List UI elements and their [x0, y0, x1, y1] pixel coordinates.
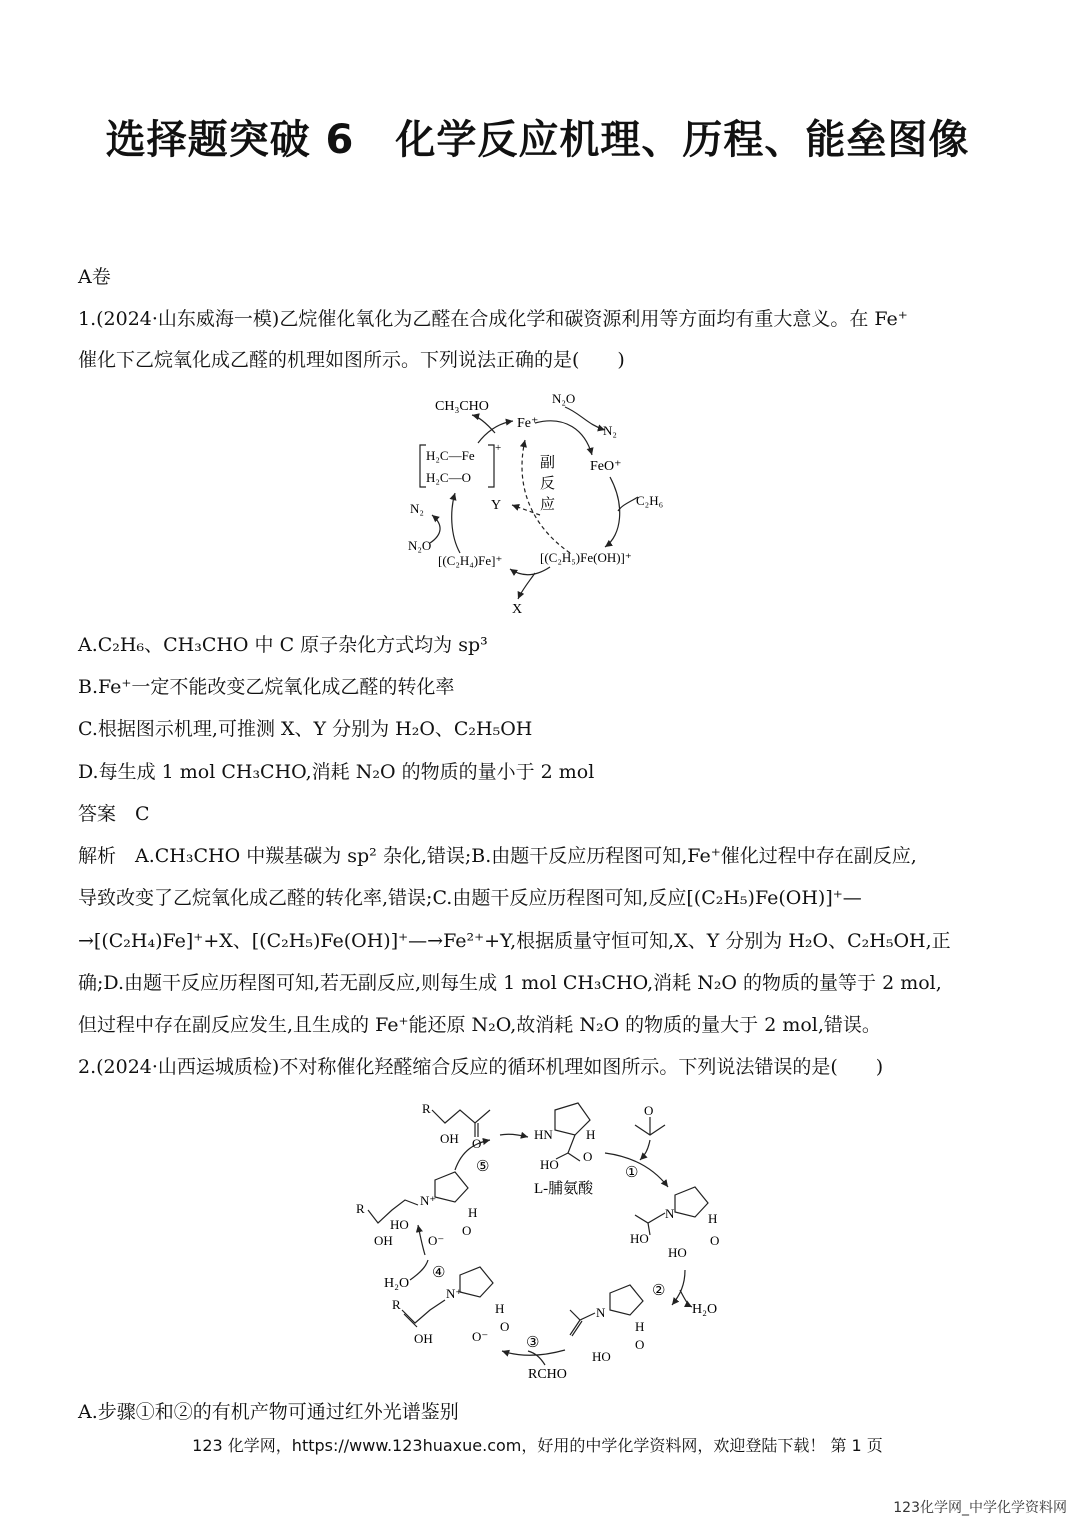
q1-option-d: D.每生成 1 mol CH₃CHO,消耗 N₂O 的物质的量小于 2 mol: [78, 761, 595, 783]
proline-o: O: [583, 1149, 593, 1164]
proline-ho: HO: [540, 1157, 559, 1172]
arrow-step4: [418, 1225, 425, 1255]
q1-option-c: C.根据图示机理,可推测 X、Y 分别为 H₂O、C₂H₅OH: [78, 718, 533, 740]
arrow-fe-to-feo: [535, 421, 592, 455]
step3-label: ③: [526, 1335, 540, 1351]
arrow-x-out: [518, 573, 535, 599]
complex-line1: H₂C—Fe: [426, 448, 475, 463]
arrow-h2o-out-right: [680, 1290, 692, 1307]
step2-h: H: [635, 1319, 645, 1334]
acetone: [635, 1117, 665, 1135]
arrow-c2h4fe-to-complex: [452, 493, 460, 553]
arrow-n2o-n2-left: [430, 515, 440, 543]
step3-n-plus: N⁺: [446, 1286, 463, 1301]
fe-plus-label: Fe⁺: [517, 416, 539, 431]
side-reaction-char3: 应: [540, 497, 556, 513]
step2-o: O: [635, 1337, 645, 1352]
q1-mechanism-diagram: [400, 385, 690, 620]
arrow-c2h5feoh-to-c2h4fe: [510, 567, 550, 575]
h2o-left-label: H₂O: [384, 1276, 410, 1291]
q1-stem-line2: 催化下乙烷氧化成乙醛的机理如图所示。下列说法正确的是( ): [78, 349, 625, 371]
c2h4fe-label: [(C₂H₄)Fe]⁺: [438, 553, 503, 568]
acetone-o: O: [644, 1103, 654, 1118]
arrow-c2h6-in: [618, 497, 638, 511]
center-label: L-脯氨酸: [534, 1181, 594, 1197]
step3-o: O: [500, 1319, 510, 1334]
step4-h: H: [468, 1205, 478, 1220]
step2-ring: [610, 1285, 643, 1315]
step1-label: ①: [625, 1165, 639, 1181]
c2h5feoh-label: [(C₂H₅)Fe(OH)]⁺: [540, 550, 632, 565]
step1-ho: HO: [630, 1231, 649, 1246]
step4-ho: HO: [390, 1217, 409, 1232]
step1-cooh: HO: [668, 1245, 687, 1260]
side-reaction-y-arrow: [512, 505, 540, 515]
y-label: Y: [491, 498, 502, 513]
step3-o-minus: O⁻: [472, 1329, 489, 1344]
section-label: A卷: [78, 266, 111, 288]
step3-chain: [402, 1300, 445, 1327]
step2-ho: HO: [592, 1349, 611, 1364]
step4-r: R: [356, 1201, 365, 1216]
step3-ring: [460, 1267, 493, 1297]
q1-analysis-line4: 确;D.由题干反应历程图可知,若无副反应,则每生成 1 mol CH₃CHO,消耗 N₂O 的物质的量等于 2 mol,: [78, 972, 942, 994]
step2-n: N: [596, 1305, 606, 1320]
q1-analysis-line2: 导致改变了乙烷氧化成乙醛的转化率,错误;C.由题干反应历程图可知,反应[(C₂H₅)Fe(OH)]⁺—: [78, 887, 862, 909]
step4-n-plus: N⁺: [420, 1193, 437, 1208]
n2-top-label: N₂: [603, 423, 617, 438]
c2h6-label: C₂H₆: [636, 493, 664, 508]
arrow-complex-to-fe: [478, 421, 513, 443]
step3-r: R: [392, 1297, 401, 1312]
q2-stem: 2.(2024·山西运城质检)不对称催化羟醛缩合反应的循环机理如图所示。下列说法错误的是( ): [78, 1056, 884, 1078]
side-reaction-char1: 副: [540, 455, 556, 471]
product-oh: OH: [440, 1131, 459, 1146]
h2o-right-label: H₂O: [692, 1302, 718, 1317]
n2-left-label: N₂: [410, 501, 424, 516]
site-watermark: 123化学网_中学化学资料网: [893, 1500, 1067, 1516]
feo-plus-label: FeO⁺: [590, 459, 622, 474]
step3-h: H: [495, 1301, 505, 1316]
step1-h: H: [708, 1211, 718, 1226]
step4-ring: [435, 1172, 468, 1202]
product-o: O: [472, 1136, 482, 1151]
arrow-product-to-proline: [500, 1134, 528, 1137]
arrow-acetone-in: [640, 1140, 650, 1160]
product-r: R: [422, 1101, 431, 1116]
page-title: 选择题突破 6 化学反应机理、历程、能垒图像: [105, 117, 970, 163]
proline-cooh: [556, 1135, 580, 1161]
step5-label: ⑤: [476, 1159, 490, 1175]
q1-stem-line1: 1.(2024·山东威海一模)乙烷催化氧化为乙醛在合成化学和碳资源利用等方面均有重大意义。在 Fe⁺: [78, 308, 908, 330]
page-footer: 123 化学网，https://www.123huaxue.com，好用的中学化学资料网，欢迎登陆下载！ 第 1 页: [192, 1436, 883, 1455]
step3-oh: OH: [414, 1331, 433, 1346]
q1-analysis-line1: 解析 A.CH₃CHO 中羰基碳为 sp² 杂化,错误;B.由题干反应历程图可知,Fe⁺催化过程中存在副反应,: [78, 845, 917, 867]
q1-answer: 答案 C: [78, 803, 150, 825]
q2-mechanism-diagram: [350, 1095, 740, 1390]
proline-h: H: [586, 1127, 596, 1142]
proline-ring: [555, 1103, 590, 1135]
n2o-top-label: N₂O: [552, 391, 576, 406]
step2-enamine: [570, 1310, 595, 1336]
q1-analysis-line3: →[(C₂H₄)Fe]⁺+X、[(C₂H₅)Fe(OH)]⁺—→Fe²⁺+Y,根据质量守恒可知,X、Y 分别为 H₂O、C₂H₅OH,正: [78, 930, 951, 952]
side-reaction-char2: 反: [540, 476, 556, 492]
step1-ring: [675, 1187, 708, 1217]
complex-line2: H₂C—O: [426, 470, 471, 485]
complex-charge: +: [495, 442, 502, 454]
step4-o-minus: O⁻: [428, 1233, 445, 1248]
product-skeleton: [432, 1110, 490, 1123]
arrow-h2o-in-left: [410, 1260, 428, 1280]
proline-hn: HN: [534, 1127, 553, 1142]
step2-label: ②: [652, 1283, 666, 1299]
complex-bracket-right: [488, 445, 494, 487]
arrow-feo-to-c2h5feoh: [605, 477, 620, 547]
q1-analysis-line5: 但过程中存在副反应发生,且生成的 Fe⁺能还原 N₂O,故消耗 N₂O 的物质的量大于 2 mol,错误。: [78, 1014, 881, 1036]
arrow-rcho-in: [528, 1351, 545, 1365]
q2-option-a: A.步骤①和②的有机产物可通过红外光谱鉴别: [78, 1401, 459, 1423]
q1-option-a: A.C₂H₆、CH₃CHO 中 C 原子杂化方式均为 sp³: [78, 634, 488, 656]
ch3cho-label: CH₃CHO: [435, 399, 489, 414]
step4-label: ④: [432, 1265, 446, 1281]
x-label: X: [512, 602, 523, 617]
step4-oh: OH: [374, 1233, 393, 1248]
step4-o: O: [462, 1223, 472, 1238]
n2o-left-label: N₂O: [408, 538, 432, 553]
product-carbonyl: [475, 1123, 478, 1137]
arrow-step2: [672, 1270, 685, 1305]
q1-option-b: B.Fe⁺一定不能改变乙烷氧化成乙醛的转化率: [78, 676, 455, 698]
rcho-label: RCHO: [528, 1367, 567, 1382]
step1-n: N: [665, 1206, 675, 1221]
step1-o: O: [710, 1233, 720, 1248]
